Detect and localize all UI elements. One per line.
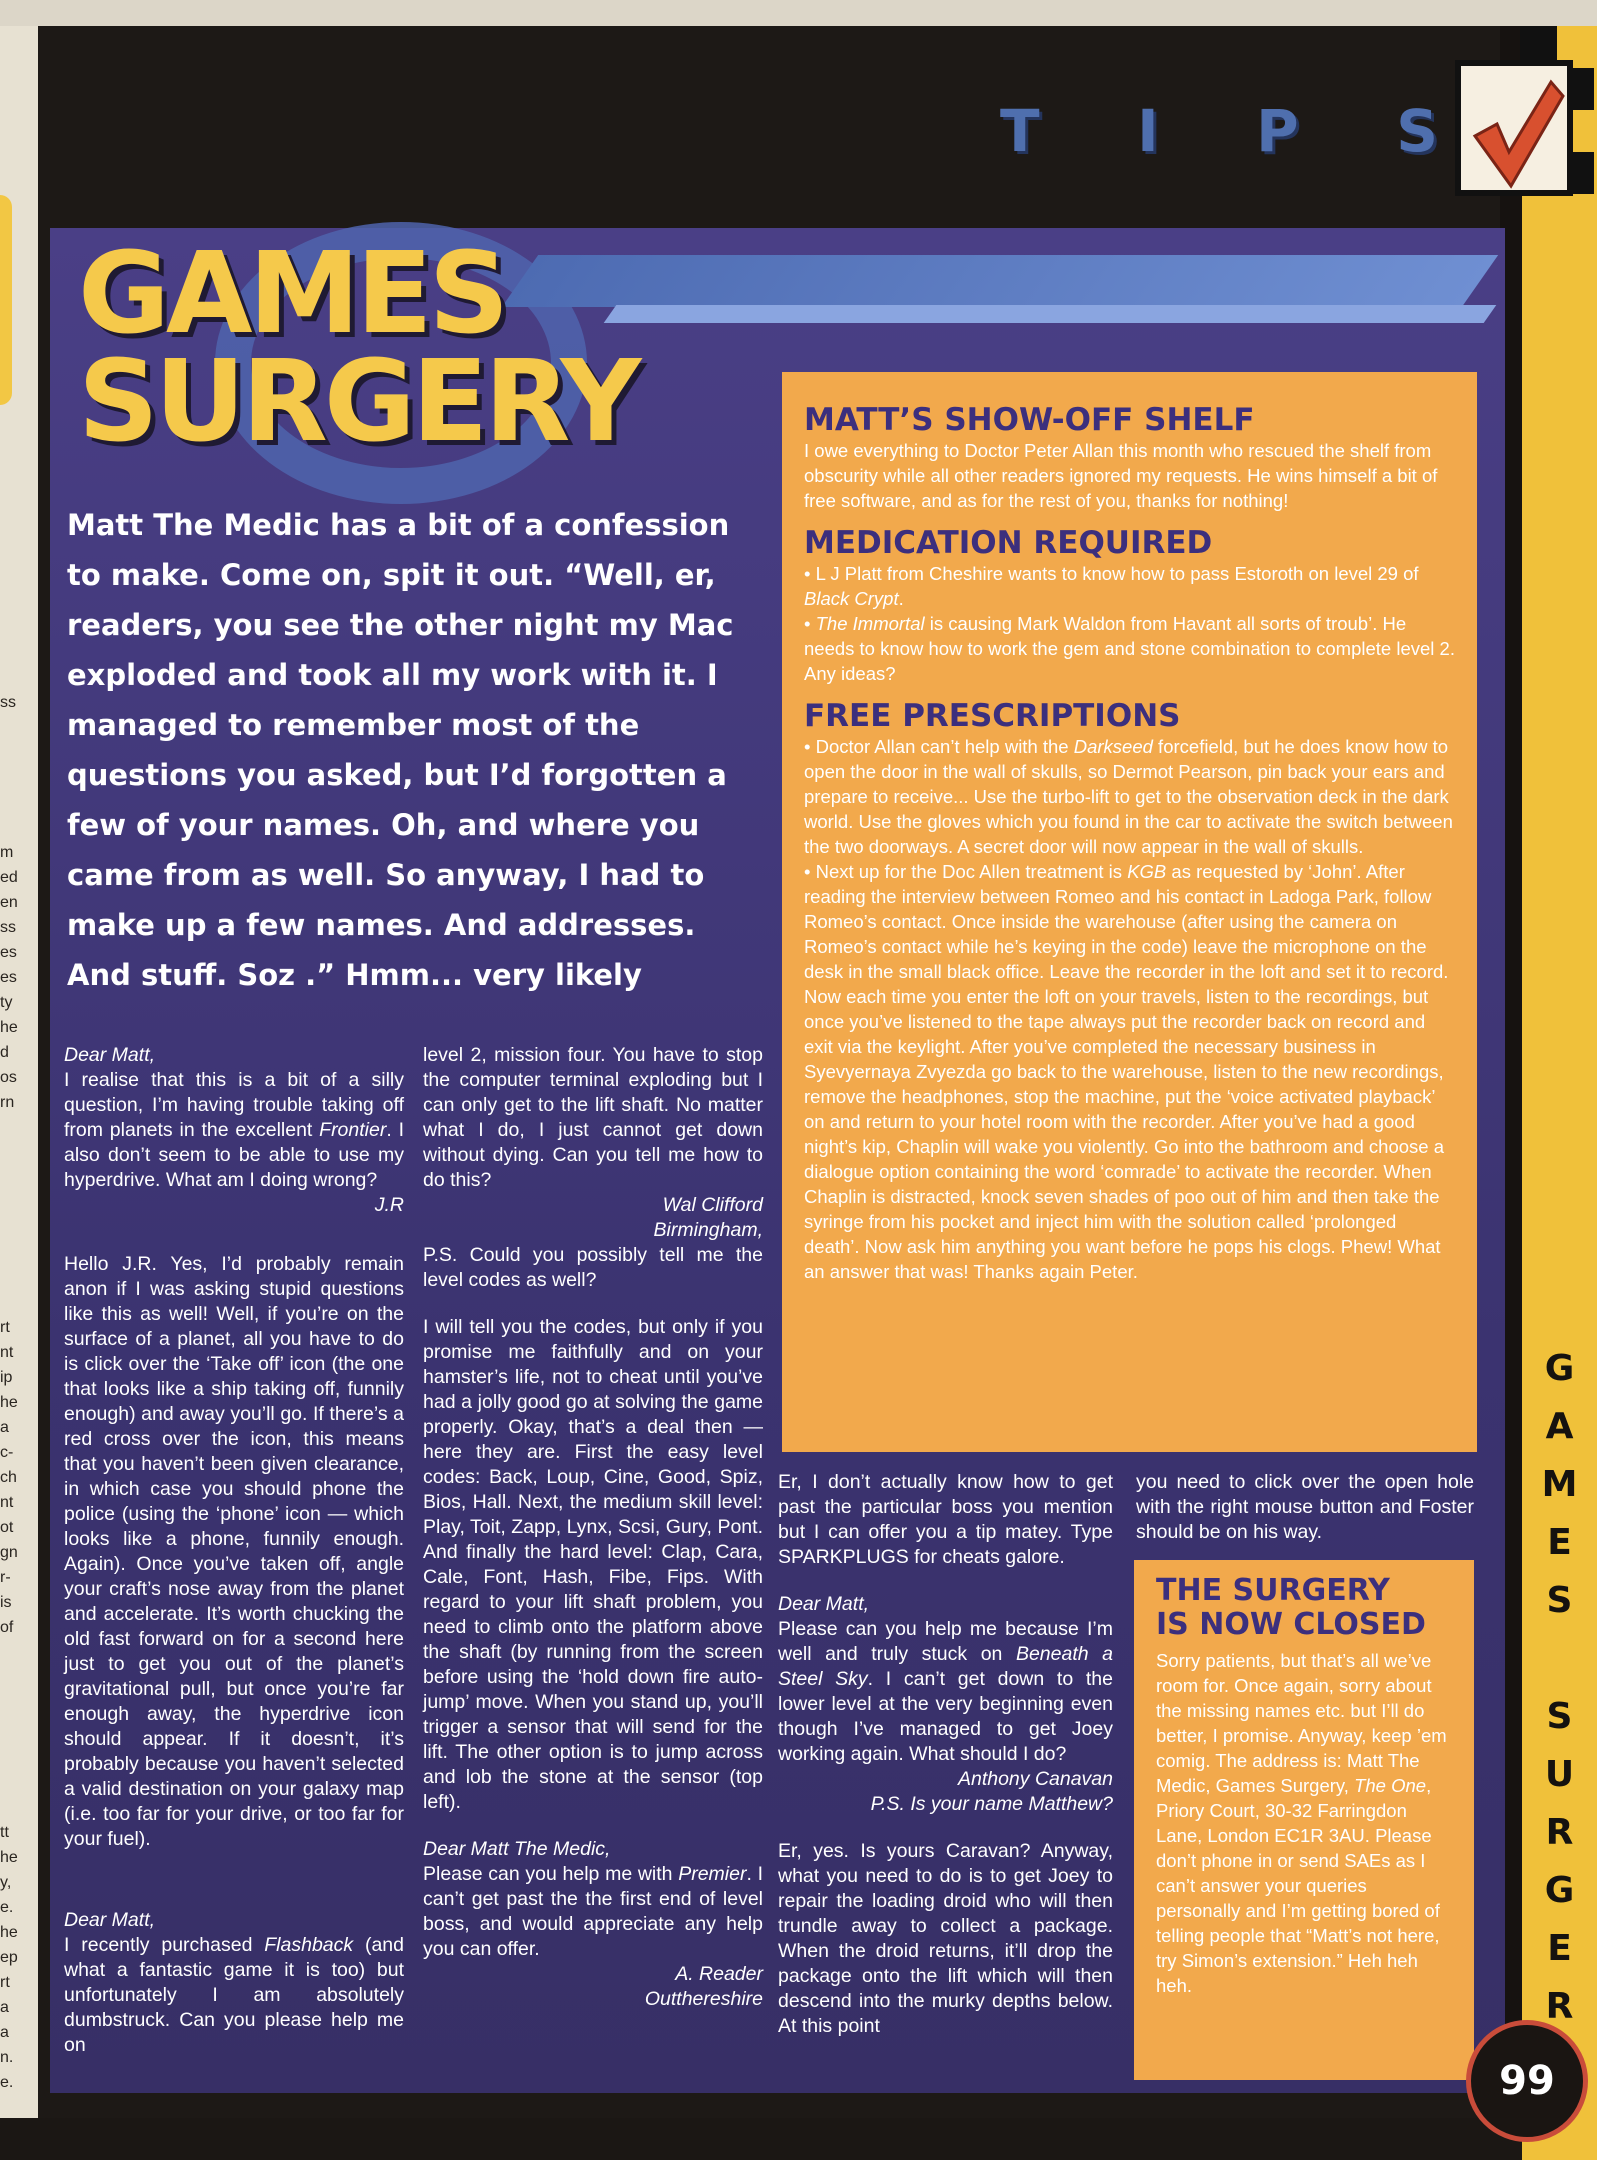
answer-text: Er, yes. Is yours Caravan? Anyway, what you need to do is to get Joey to repair the loading droid who will then trundle away to collect a package. When the droid returns, it’ll drop the package onto the lift which will then descend into the murky depths below. At this point bbox=[778, 1840, 1113, 2037]
tips-box bbox=[782, 372, 1477, 1452]
margin-fragment: he bbox=[0, 1849, 18, 1866]
letter-salutation: Dear Matt, bbox=[64, 1909, 156, 1931]
margin-fragment: a bbox=[0, 1419, 9, 1436]
shelf-body: I owe everything to Doctor Peter Allan this month who rescued the shelf from obscurity while all other readers ignored my requests. He wins himself a bit of free software, and as for the rest of you, thanks for nothing! bbox=[804, 440, 1438, 511]
margin-fragment: gn bbox=[0, 1544, 18, 1561]
margin-fragment: is bbox=[0, 1594, 12, 1611]
margin-fragment: tt bbox=[0, 1824, 9, 1841]
title-line-2: SURGERY bbox=[78, 337, 638, 467]
margin-fragment: he bbox=[0, 1924, 18, 1941]
margin-fragment: ss bbox=[0, 919, 16, 936]
answer-text: you need to click over the open hole with the right mouse button and Foster should be on his way. bbox=[1136, 1471, 1474, 1543]
medication-heading: MEDICATION REQUIRED bbox=[804, 525, 1213, 561]
margin-fragment: e. bbox=[0, 2074, 14, 2091]
margin-fragment: ip bbox=[0, 1369, 13, 1386]
margin-fragment: es bbox=[0, 944, 17, 961]
letter-postscript: P.S. Is your name Matthew? bbox=[870, 1793, 1113, 1815]
column-2 bbox=[423, 1043, 763, 2012]
letter-body: Please can you help me with Premier. I can’t get past the the first end of level boss, and would appreciate any help you can offer. bbox=[423, 1863, 763, 1960]
margin-fragment: he bbox=[0, 1394, 18, 1411]
margin-fragment: a bbox=[0, 1999, 9, 2016]
margin-fragment: m bbox=[0, 844, 14, 861]
margin-fragment: y, bbox=[0, 1874, 12, 1891]
side-title-letter: E bbox=[1547, 1928, 1572, 1969]
margin-fragment: r- bbox=[0, 1569, 11, 1586]
margin-fragment: es bbox=[0, 969, 17, 986]
margin-fragment: ss bbox=[0, 694, 16, 711]
prescriptions-heading: FREE PRESCRIPTIONS bbox=[804, 698, 1181, 734]
title-swoosh-highlight bbox=[604, 305, 1497, 323]
letter-salutation: Dear Matt, bbox=[64, 1044, 156, 1066]
side-title-letter: G bbox=[1544, 1348, 1575, 1389]
bottom-edge bbox=[0, 2118, 1522, 2160]
letter-signature-name: A. Reader bbox=[675, 1963, 763, 1985]
margin-fragment: of bbox=[0, 1619, 14, 1636]
side-title-letter: U bbox=[1544, 1754, 1575, 1795]
margin-fragment: ty bbox=[0, 994, 13, 1011]
column-4 bbox=[1136, 1470, 1474, 1545]
closed-heading: THE SURGERY IS NOW CLOSED bbox=[1156, 1573, 1426, 1642]
letter-signature-name: Wal Clifford bbox=[662, 1194, 763, 1216]
margin-fragment: e. bbox=[0, 1899, 14, 1916]
letter-postscript: P.S. Could you possibly tell me the level codes as well? bbox=[423, 1244, 763, 1291]
answer-text: I will tell you the codes, but only if you promise me faithfully and on your hamster’s life, not to cheat until you’ve had a jolly good go at solving the game properly. Okay, that’s a deal then — here they are. First the easy level codes: Back, Loup, Cine, Good, Spiz, Bios, Hall. Next, the medium skill level: Play, Toit, Zapp, Lynx, Scsi, Gury, Pont. And finally the hard level: Clap, Cara, Cale, Font, Hash, Fibe, Fips. With regard to your lift shaft problem, you need to climb onto the platform above the shaft (by running from the screen before using the ‘hold down fire auto-jump’ move. When you stand up, you’ll trigger a sensor that will send for the lift. The other option is to jump across and lob the stone at the sensor (top left). bbox=[423, 1316, 763, 1813]
tick-icon bbox=[1455, 60, 1573, 196]
page-number: 99 bbox=[1466, 2020, 1588, 2142]
margin-fragment: nt bbox=[0, 1494, 14, 1511]
margin-fragment: ed bbox=[0, 869, 18, 886]
tips-letter: T bbox=[1000, 97, 1042, 165]
letter-salutation: Dear Matt, bbox=[778, 1593, 870, 1615]
margin-fragment: ot bbox=[0, 1519, 14, 1536]
margin-fragment: rt bbox=[0, 1974, 10, 1991]
side-title-letter: A bbox=[1545, 1406, 1574, 1447]
previous-page-letter-fragment bbox=[0, 195, 12, 405]
margin-fragment: d bbox=[0, 1044, 9, 1061]
side-title-letter: M bbox=[1541, 1464, 1578, 1505]
letter-signature-name: Anthony Canavan bbox=[957, 1768, 1113, 1790]
shelf-heading: MATT’S SHOW-OFF SHELF bbox=[804, 402, 1255, 438]
margin-fragment: en bbox=[0, 894, 18, 911]
side-title-letter: G bbox=[1544, 1870, 1575, 1911]
margin-fragment: os bbox=[0, 1069, 17, 1086]
page-title bbox=[78, 229, 638, 467]
letter-signature-place: Birmingham, bbox=[653, 1219, 763, 1241]
tips-letter: I bbox=[1137, 97, 1161, 165]
side-title-letter: R bbox=[1545, 1812, 1574, 1853]
letter-salutation: Dear Matt The Medic, bbox=[423, 1838, 611, 1860]
margin-fragment: rt bbox=[0, 1319, 10, 1336]
section-title-tips bbox=[1000, 97, 1440, 165]
margin-fragment: n. bbox=[0, 2049, 14, 2066]
margin-fragment: he bbox=[0, 1019, 18, 1036]
side-title-letter: R bbox=[1545, 1986, 1574, 2027]
answer-text: Hello J.R. Yes, I’d probably remain anon if I was asking stupid questions like this as well! Well, if you’re on the surface of a planet, all you have to do is click over the ‘Take off’ icon (the one that looks like a ship taking off, funnily enough) and away you’ll go. If there’s a red cross over the icon, this means that you haven’t been given clearance, in which case you should phone the police (using the ‘phone’ icon — which looks like a phone, funnily enough. Again). Once you’ve taken off, angle your craft’s nose away from the planet and accelerate. It’s worth chucking the old fast forward on for a second here just to get you out of the planet’s gravitational pull, but once you’re far enough away, the hyperdrive icon should appear. If it doesn’t, it’s probably because you haven’t selected a valid destination on your galaxy map (i.e. too far for your drive, or too far for your fuel). bbox=[64, 1253, 404, 1850]
title-swoosh bbox=[502, 255, 1498, 307]
column-1 bbox=[64, 1043, 404, 2058]
prescriptions-item-1: • Doctor Allan can’t help with the Darkseed forcefield, but he does know how to open the door in the wall of skulls, so Dermot Pearson, pin back your ears and prepare to receive... Use the turbo-lift to get to the observation deck in the dark world. Use the gloves which you found in the car to activate the switch between the two doorways. A secret door will now appear in the wall of skulls. bbox=[804, 736, 1453, 857]
prescriptions-item-2: • Next up for the Doc Allen treatment is KGB as requested by ‘John’. After reading the interview between Romeo and his contact in Ladoga Park, follow Romeo’s contact. Once inside the warehouse (after using the camera on Romeo’s contact while he’s keying in the code) leave the microphone on the desk in the small black office. Leave the recorder in the loft and set it to record. Now each time you enter the loft on your travels, listen to the recordings, but once you’ve listened to the tape always put the recorder back on record and exit via the keylight. After you’ve completed the necessary business in Syevyernaya Zvyezda go back to the warehouse, listen to the new recordings, remove the headphones, stop the machine, put the ‘voice activated playback’ on and return to your hotel room with the recorder. After you’ve had a good night’s kip, Chaplin will wake you violently. Go into the bathroom and choose a dialogue option containing the word ‘comrade’ to activate the recorder. When Chaplin is distracted, knock seven shades of poo out of him and then take the syringe from his pocket and inject him with the solution called ‘prolonged death’. Now ask him anything you want before he pops his clogs. Phew! What an answer that was! Thanks again Peter. bbox=[804, 861, 1449, 1282]
side-title-letter: S bbox=[1546, 1580, 1573, 1621]
margin-fragment: a bbox=[0, 2024, 9, 2041]
side-section-title bbox=[1522, 1340, 1597, 2094]
margin-fragment: ep bbox=[0, 1949, 18, 1966]
medication-item-2: • The Immortal is causing Mark Waldon from Havant all sorts of troub’. He needs to know how to work the gem and stone combination to complete level 2. Any ideas? bbox=[804, 613, 1455, 684]
margin-fragment: c- bbox=[0, 1444, 14, 1461]
paper-top-edge bbox=[0, 0, 1597, 26]
tips-letter: S bbox=[1396, 97, 1440, 165]
letter-signature-place: Outthereshire bbox=[644, 1988, 763, 2010]
side-title-letter bbox=[1522, 1630, 1597, 1688]
margin-fragment: ch bbox=[0, 1469, 17, 1486]
intro-paragraph: Matt The Medic has a bit of a confession to make. Come on, spit it out. “Well, er, readers, you see the other night my Mac exploded and took all my work with it. I managed to remember most of the questions you asked, but I’d forgotten a few of your names. Oh, and where you came from as well. So anyway, I had to make up a few names. And addresses. And stuff. Soz .” Hmm... very likely bbox=[67, 508, 734, 992]
margin-fragment: nt bbox=[0, 1344, 14, 1361]
answer-text: Er, I don’t actually know how to get past the particular boss you mention but I can offer you a tip matey. Type SPARKPLUGS for cheats galore. bbox=[778, 1471, 1113, 1568]
medication-item-1: • L J Platt from Cheshire wants to know how to pass Estoroth on level 29 of Black Crypt. bbox=[804, 563, 1419, 609]
title-line-1: GAMES bbox=[78, 229, 506, 359]
column-3 bbox=[778, 1470, 1113, 2039]
tips-letter: P bbox=[1256, 97, 1301, 165]
letter-body: Please can you help me because I’m well and truly stuck on Beneath a Steel Sky. I can’t get down to the lower level at the very beginning even though I’ve managed to get Joey working again. What should I do? bbox=[778, 1618, 1113, 1765]
letter-body: level 2, mission four. You have to stop the computer terminal exploding but I can only get to the lift shaft. No matter what I do, I just cannot get down without dying. Can you tell me how to do this? bbox=[423, 1044, 763, 1191]
letter-body: I recently purchased Flashback (and what a fantastic game it is too) but unfortunately I am absolutely dumbstruck. Can you please help me on bbox=[64, 1934, 405, 2056]
side-title-letter: S bbox=[1546, 1696, 1573, 1737]
closed-body: Sorry patients, but that’s all we’ve room for. Once again, sorry about the missing names etc. but I’ll do better, I promise. Anyway, keep ’em comig. The address is: Matt The Medic, Games Surgery, The One, Priory Court, 30-32 Farringdon Lane, London EC1R 3AU. Please don’t phone in or send SAEs as I can’t answer your queries personally and I’m getting bored of telling people that “Matt’s not here, try Simon’s extension.” Heh heh heh. bbox=[1156, 1650, 1447, 1996]
closed-notice-box bbox=[1134, 1560, 1474, 2080]
letter-body: I realise that this is a bit of a silly question, I’m having trouble taking off from planets in the excellent Frontier. I also don’t seem to be able to use my hyperdrive. What am I doing wrong? bbox=[64, 1069, 404, 1191]
letter-signature: J.R bbox=[374, 1194, 404, 1216]
side-title-letter: E bbox=[1547, 1522, 1572, 1563]
margin-fragment: rn bbox=[0, 1094, 15, 1111]
